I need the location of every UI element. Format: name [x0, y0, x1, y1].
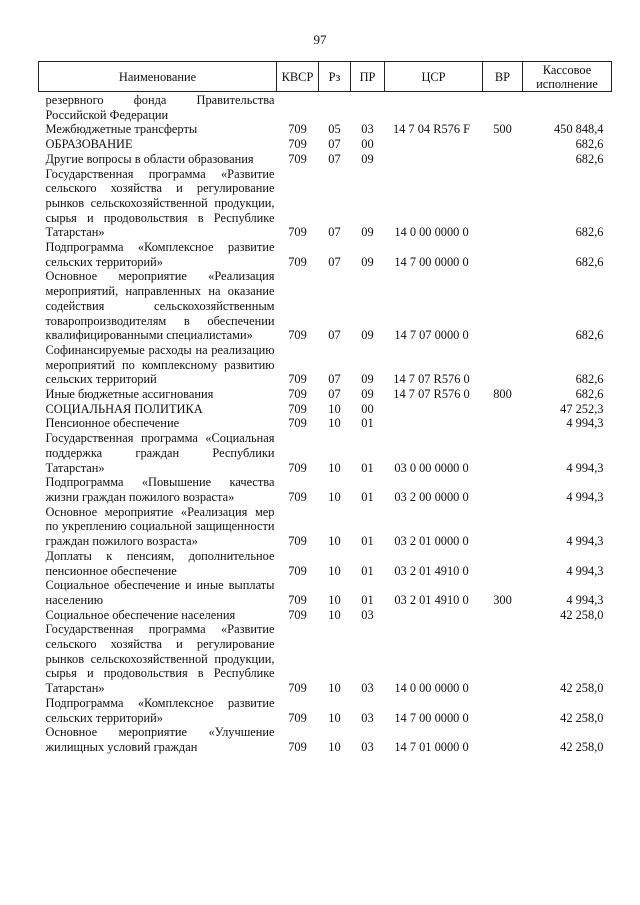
header-pr: ПР: [351, 62, 385, 92]
cell-kvsr: 709: [288, 739, 307, 754]
cell-vr: [483, 269, 523, 343]
cell-vr: [483, 240, 523, 269]
cell-pr: 03: [361, 681, 374, 696]
cell-pr: 09: [361, 328, 374, 343]
cell-sum: 450 848,4: [553, 122, 604, 137]
cell-vr: [483, 92, 523, 123]
cell-csr: 03 0 00 0000 0: [394, 460, 469, 475]
cell-rz: 07: [328, 372, 341, 387]
table-row: [39, 343, 612, 387]
cell-kvsr: 709: [288, 151, 307, 166]
cell-sum: 4 994,3: [566, 489, 604, 504]
cell-rz: 10: [328, 534, 341, 549]
cell-rz: [319, 92, 351, 123]
table-row: [39, 387, 612, 402]
table-row: [39, 475, 612, 504]
cell-vr: [483, 725, 523, 754]
cell-kvsr: [277, 92, 319, 123]
cell-rz: 10: [328, 592, 341, 607]
cell-csr: 03 2 01 0000 0: [394, 534, 469, 549]
cell-vr: [483, 402, 523, 417]
cell-csr: 03 2 01 4910 0: [394, 563, 469, 578]
table-row: [39, 416, 612, 431]
cell-vr: [483, 622, 523, 696]
cell-sum: 682,6: [575, 137, 604, 152]
table-row: [39, 696, 612, 725]
cell-vr: [483, 549, 523, 578]
cell-name: Социальное обеспечение населения: [45, 607, 236, 622]
cell-pr: 09: [361, 254, 374, 269]
header-vr: ВР: [483, 62, 523, 92]
cell-csr: [385, 92, 483, 123]
cell-rz: 10: [328, 739, 341, 754]
cell-vr: [483, 137, 523, 152]
cell-vr: [483, 505, 523, 549]
cell-vr: [483, 167, 523, 241]
cell-csr: 14 7 07 0000 0: [394, 328, 469, 343]
cell-name: Другие вопросы в области образования: [45, 151, 254, 166]
cell-vr: [483, 343, 523, 387]
cell-vr: [483, 696, 523, 725]
cell-name: Государственная программа «Развитие сельского хозяйства и регулирование рынков сельскохозяйственной продукции, сырья и продовольствия в Республике Татарстан»: [45, 166, 275, 240]
cell-pr: [351, 92, 385, 123]
cell-csr: 14 7 00 0000 0: [394, 710, 469, 725]
cell-rz: 10: [328, 607, 341, 622]
header-rz: Рз: [319, 62, 351, 92]
cell-rz: 05: [328, 122, 341, 137]
table-row: [39, 402, 612, 417]
cell-kvsr: 709: [288, 710, 307, 725]
cell-csr: 14 7 04 R576 F: [392, 122, 471, 137]
cell-kvsr: 709: [288, 328, 307, 343]
cell-rz: 10: [328, 489, 341, 504]
cell-name: Основное мероприятие «Реализация мер по укреплению социальной защищенности граждан пожилого возраста»: [45, 504, 275, 549]
cell-vr: [483, 475, 523, 504]
header-csr: ЦСР: [385, 62, 483, 92]
cell-kvsr: 709: [288, 401, 307, 416]
cell-pr: 03: [361, 122, 374, 137]
cell-sum: 42 258,0: [560, 681, 604, 696]
cell-pr: 01: [361, 460, 374, 475]
cell-pr: 01: [361, 489, 374, 504]
cell-name: СОЦИАЛЬНАЯ ПОЛИТИКА: [45, 401, 203, 416]
cell-pr: 03: [361, 607, 374, 622]
cell-kvsr: 709: [288, 534, 307, 549]
cell-rz: 10: [328, 460, 341, 475]
cell-pr: 09: [361, 151, 374, 166]
cell-csr: 14 7 00 0000 0: [394, 254, 469, 269]
cell-sum: 42 258,0: [560, 710, 604, 725]
table-row: [39, 505, 612, 549]
cell-csr: 03 2 00 0000 0: [394, 489, 469, 504]
cell-pr: 00: [361, 137, 374, 152]
cell-csr: [385, 402, 483, 417]
cell-sum: 42 258,0: [560, 607, 604, 622]
cell-name: Иные бюджетные ассигнования: [45, 387, 214, 402]
cell-csr: 14 7 01 0000 0: [394, 739, 469, 754]
header-name: Наименование: [39, 62, 277, 92]
cell-rz: 07: [328, 151, 341, 166]
cell-kvsr: 709: [288, 137, 307, 152]
page-number: 97: [313, 32, 327, 47]
cell-sum: 682,6: [575, 387, 604, 402]
cell-kvsr: 709: [288, 460, 307, 475]
cell-name: ОБРАЗОВАНИЕ: [45, 137, 133, 152]
header-kvsr: КВСР: [277, 62, 319, 92]
cell-name: резервного фонда Правительства Российской Федерации: [45, 93, 275, 122]
cell-kvsr: 709: [288, 122, 307, 137]
cell-sum: 4 994,3: [566, 460, 604, 475]
cell-kvsr: 709: [288, 416, 307, 431]
cell-vr: 500: [493, 122, 512, 137]
table-row: [39, 269, 612, 343]
cell-pr: 09: [361, 225, 374, 240]
cell-kvsr: 709: [288, 387, 307, 402]
cell-sum: 4 994,3: [566, 534, 604, 549]
table-row: [39, 137, 612, 152]
cell-vr: 800: [493, 387, 512, 402]
cell-name: Государственная программа «Развитие сельского хозяйства и регулирование рынков сельскохозяйственной продукции, сырья и продовольствия в Республике Татарстан»: [45, 622, 275, 696]
table-row: [39, 152, 612, 167]
cell-vr: [483, 608, 523, 623]
cell-pr: 01: [361, 563, 374, 578]
table-row: [39, 431, 612, 475]
cell-pr: 01: [361, 592, 374, 607]
table-row: [39, 92, 612, 123]
cell-rz: 10: [328, 416, 341, 431]
cell-sum: [523, 92, 612, 123]
cell-sum: 682,6: [575, 225, 604, 240]
cell-sum: 47 252,3: [560, 401, 604, 416]
table-header-row: [39, 62, 612, 92]
cell-sum: 682,6: [575, 254, 604, 269]
table-row: [39, 549, 612, 578]
cell-kvsr: 709: [288, 681, 307, 696]
table-row: [39, 725, 612, 754]
cell-vr: [483, 431, 523, 475]
cell-name: Основное мероприятие «Улучшение жилищных условий граждан: [45, 725, 275, 754]
cell-pr: 01: [361, 416, 374, 431]
cell-rz: 07: [328, 254, 341, 269]
cell-sum: 42 258,0: [560, 739, 604, 754]
cell-csr: 14 7 07 R576 0: [393, 387, 470, 402]
cell-rz: 10: [328, 710, 341, 725]
cell-sum: 4 994,3: [566, 563, 604, 578]
cell-kvsr: 709: [288, 607, 307, 622]
cell-vr: [483, 152, 523, 167]
cell-vr: 300: [493, 592, 512, 607]
cell-rz: 07: [328, 225, 341, 240]
cell-sum: 4 994,3: [566, 592, 604, 607]
cell-pr: 09: [361, 372, 374, 387]
cell-csr: [385, 608, 483, 623]
cell-csr: 14 7 07 R576 0: [393, 372, 470, 387]
cell-pr: 03: [361, 710, 374, 725]
cell-name: Подпрограмма «Комплексное развитие сельских территорий»: [45, 240, 275, 269]
cell-csr: [385, 152, 483, 167]
cell-rz: 10: [328, 681, 341, 696]
cell-pr: 09: [361, 387, 374, 402]
cell-name: Социальное обеспечение и иные выплаты населению: [45, 578, 275, 607]
cell-name: Подпрограмма «Повышение качества жизни граждан пожилого возраста»: [45, 475, 275, 504]
cell-name: Доплаты к пенсиям, дополнительное пенсионное обеспечение: [45, 548, 275, 578]
cell-kvsr: 709: [288, 254, 307, 269]
cell-csr: 14 0 00 0000 0: [394, 681, 469, 696]
cell-name: Государственная программа «Социальная поддержка граждан Республики Татарстан»: [45, 431, 275, 475]
cell-csr: 03 2 01 4910 0: [394, 592, 469, 607]
cell-kvsr: 709: [288, 225, 307, 240]
cell-rz: 07: [328, 137, 341, 152]
cell-kvsr: 709: [288, 563, 307, 578]
cell-kvsr: 709: [288, 592, 307, 607]
cell-rz: 10: [328, 563, 341, 578]
cell-kvsr: 709: [288, 372, 307, 387]
cell-sum: 4 994,3: [566, 416, 604, 431]
cell-sum: 682,6: [575, 151, 604, 166]
table-row: [39, 167, 612, 241]
table-row: [39, 622, 612, 696]
table-row: [39, 608, 612, 623]
header-sum: Кассовое исполнение: [523, 62, 612, 92]
cell-sum: 682,6: [575, 328, 604, 343]
cell-csr: [385, 137, 483, 152]
cell-sum: 682,6: [575, 372, 604, 387]
cell-name: Межбюджетные трансферты: [45, 122, 198, 137]
cell-name: Подпрограмма «Комплексное развитие сельских территорий»: [45, 695, 275, 725]
table-row: [39, 122, 612, 137]
table-row: [39, 240, 612, 269]
cell-pr: 03: [361, 739, 374, 754]
cell-csr: [385, 416, 483, 431]
cell-name: Пенсионное обеспечение: [45, 416, 180, 431]
cell-rz: 07: [328, 328, 341, 343]
cell-csr: 14 0 00 0000 0: [394, 225, 469, 240]
cell-name: Основное мероприятие «Реализация мероприятий, направленных на оказание содействия сельскохозяйственным товаропроизводителям в обеспечении квалифицированными специалистами»: [45, 269, 275, 343]
cell-name: Софинансируемые расходы на реализацию мероприятий по комплексному развитию сельских территорий: [45, 342, 275, 387]
budget-execution-table: [38, 61, 612, 755]
table-row: [39, 578, 612, 607]
cell-kvsr: 709: [288, 489, 307, 504]
cell-pr: 01: [361, 534, 374, 549]
cell-vr: [483, 416, 523, 431]
cell-rz: 07: [328, 387, 341, 402]
cell-rz: 10: [328, 401, 341, 416]
cell-pr: 00: [361, 401, 374, 416]
